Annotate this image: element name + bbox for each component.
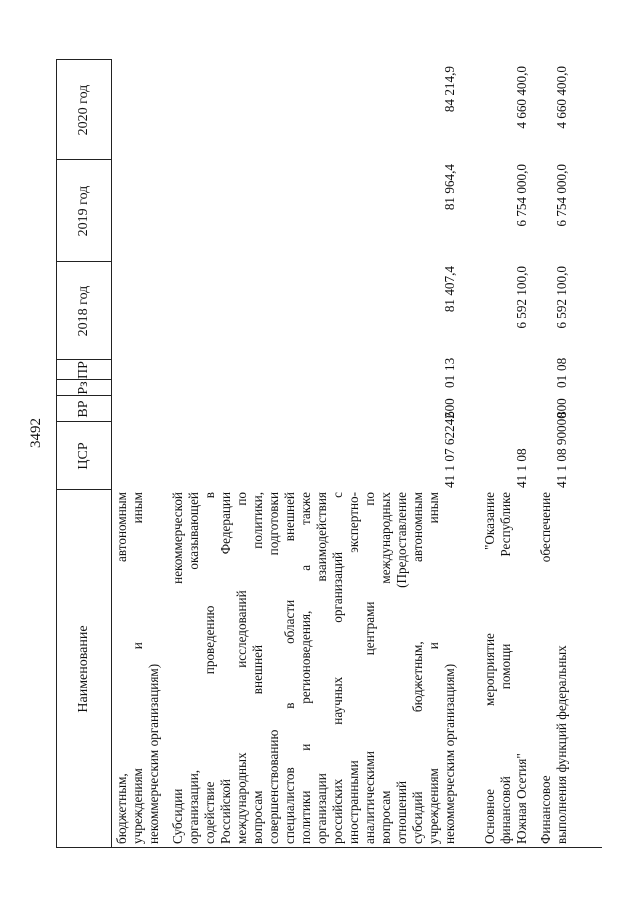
header-csr: ЦСР bbox=[75, 442, 91, 470]
header-rz: Рз bbox=[75, 381, 91, 395]
table-left-rule bbox=[56, 847, 602, 848]
row-0-name bbox=[114, 492, 162, 844]
row-1-rz: 01 bbox=[442, 374, 457, 388]
row-1-name-line-4: международных исследований по bbox=[234, 492, 249, 844]
header-pr: ПР bbox=[75, 361, 91, 379]
row-0-name-line-2: некоммерческим организациям) bbox=[146, 663, 161, 844]
row-2-amount-2018: 6 592 100,0 bbox=[514, 266, 529, 329]
row-1-name-line-2: содействие проведению в bbox=[202, 492, 217, 844]
row-2-name-line-2: Южная Осетия" bbox=[514, 753, 529, 844]
row-1-amount-2018: 81 407,4 bbox=[442, 266, 457, 313]
row-3-amount-2020: 4 660 400,0 bbox=[554, 66, 569, 129]
row-3-name bbox=[538, 492, 570, 844]
row-1-csr: 41 1 07 62242 bbox=[442, 412, 457, 488]
row-1-pr: 13 bbox=[442, 357, 457, 371]
row-3-rz: 01 bbox=[554, 374, 569, 388]
row-1-name-line-14: отношений (Предоставление bbox=[394, 492, 409, 844]
row-1-name-line-0: Субсидии некоммерческой bbox=[170, 492, 185, 844]
row-2-name bbox=[482, 492, 530, 844]
row-1-name-line-1: организации, оказывающей bbox=[186, 492, 201, 844]
row-3-csr: 41 1 08 90000 bbox=[554, 412, 569, 488]
row-1-name bbox=[170, 492, 458, 844]
header-2018: 2018 год bbox=[75, 285, 91, 337]
header-bottom-rule bbox=[111, 60, 112, 848]
row-0-name-line-1: учреждениям и иным bbox=[130, 492, 145, 844]
row-3-amount-2019: 6 754 000,0 bbox=[554, 164, 569, 227]
row-1-name-line-13: вопросам международных bbox=[378, 492, 393, 844]
row-1-name-line-16: учреждениям и иным bbox=[426, 492, 441, 844]
row-1-name-line-17: некоммерческим организациям) bbox=[442, 663, 457, 844]
row-1-vr: 600 bbox=[442, 398, 457, 418]
page-number: 3492 bbox=[28, 418, 44, 448]
row-3-name-line-1: выполнения функций федеральных bbox=[554, 645, 569, 844]
row-2-name-line-0: Основное мероприятие "Оказание bbox=[482, 492, 497, 844]
row-1-name-line-12: аналитическими центрами по bbox=[362, 492, 377, 844]
header-2019: 2019 год bbox=[75, 185, 91, 237]
row-1-name-line-11: иностранными экспертно- bbox=[346, 492, 361, 844]
row-2-amount-2019: 6 754 000,0 bbox=[514, 164, 529, 227]
row-1-name-line-8: политики и регионоведения, а также bbox=[298, 492, 313, 844]
header-2020: 2020 год bbox=[75, 84, 91, 136]
row-3-amount-2018: 6 592 100,0 bbox=[554, 266, 569, 329]
row-1-name-line-10: российских научных организаций с bbox=[330, 492, 345, 844]
row-1-name-line-5: вопросам внешней политики, bbox=[250, 492, 265, 844]
row-3-pr: 08 bbox=[554, 357, 569, 371]
row-2-csr: 41 1 08 bbox=[514, 448, 529, 488]
row-1-name-line-3: Российской Федерации bbox=[218, 492, 233, 844]
row-2-amount-2020: 4 660 400,0 bbox=[514, 66, 529, 129]
row-1-name-line-9: организации взаимодействия bbox=[314, 492, 329, 844]
budget-table bbox=[56, 60, 602, 848]
row-2-name-line-1: финансовой помощи Республике bbox=[498, 492, 513, 844]
row-3-name-line-0: Финансовое обеспечение bbox=[538, 492, 553, 844]
row-1-name-line-6: совершенствованию подготовки bbox=[266, 492, 281, 844]
header-name: Наименование bbox=[75, 625, 91, 713]
row-1-name-line-15: субсидий бюджетным, автономным bbox=[410, 492, 425, 844]
header-vr: ВР bbox=[75, 400, 91, 418]
row-1-amount-2020: 84 214,9 bbox=[442, 66, 457, 113]
row-1-amount-2019: 81 964,4 bbox=[442, 164, 457, 211]
row-0-name-line-0: бюджетным, автономным bbox=[114, 492, 129, 844]
row-1-name-line-7: специалистов в области внешней bbox=[282, 492, 297, 844]
row-3-vr: 800 bbox=[554, 398, 569, 418]
